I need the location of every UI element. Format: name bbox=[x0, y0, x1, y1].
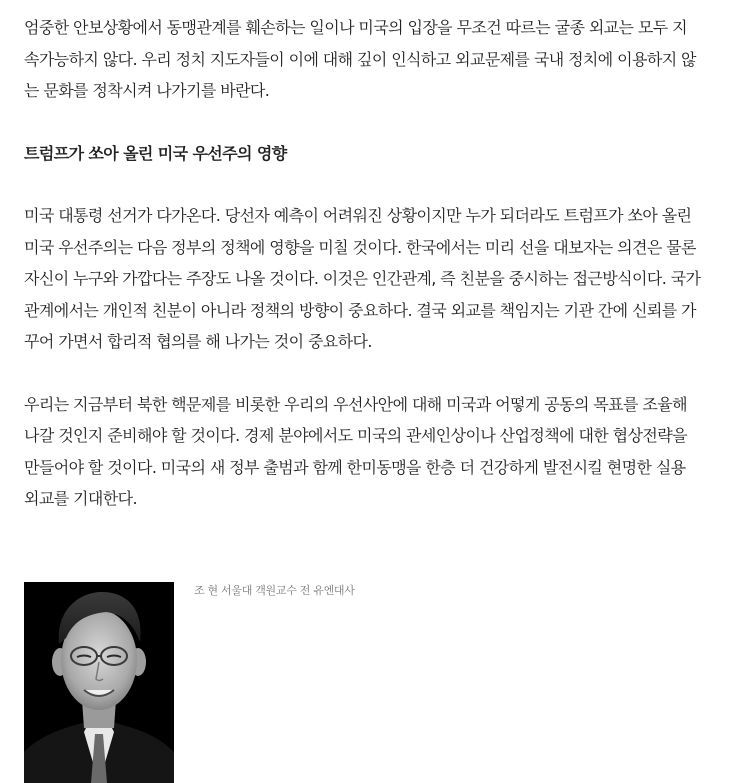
section-subheading: 트럼프가 쏘아 올린 미국 우선주의 영향 bbox=[24, 143, 287, 163]
paragraph-line: 우리는 지금부터 북한 핵문제를 비롯한 우리의 우선사안에 대해 미국과 어떻게 공동의 목표를 조율해 bbox=[24, 394, 687, 414]
paragraph-3 bbox=[24, 389, 724, 515]
paragraph-line: 자신이 누구와 가깝다는 주장도 나올 것이다. 이것은 인간관계, 즉 친분을 중시하는 접근방식이다. 국가 bbox=[24, 269, 701, 288]
article-body bbox=[24, 12, 724, 515]
paragraph-line: 는 문화를 정착시켜 나가기를 바란다. bbox=[24, 81, 270, 100]
paragraph-2 bbox=[24, 200, 724, 358]
author-photo bbox=[24, 582, 174, 783]
author-portrait-image bbox=[24, 582, 174, 783]
paragraph-line: 외교를 기대한다. bbox=[24, 489, 137, 508]
paragraph-line: 미국 대통령 선거가 다가온다. 당선자 예측이 어려워진 상황이지만 누가 되더라도 트럼프가 쏘아 올린 bbox=[24, 206, 692, 225]
paragraph-line: 엄중한 안보상황에서 동맹관계를 훼손하는 일이나 미국의 입장을 무조건 따르는 굴종 외교는 모두 지 bbox=[24, 18, 687, 37]
paragraph-line: 만들어야 할 것이다. 미국의 새 정부 출범과 함께 한미동맹을 한층 더 건강하게 발전시킬 현명한 실용 bbox=[24, 457, 686, 477]
paragraph-1 bbox=[24, 12, 724, 107]
author-box bbox=[24, 582, 724, 783]
paragraph-line: 관계에서는 개인적 친분이 아니라 정책의 방향이 중요하다. 결국 외교를 책임지는 기관 간에 신뢰를 가 bbox=[24, 300, 696, 320]
paragraph-line: 미국 우선주의는 다음 정부의 정책에 영향을 미칠 것이다. 한국에서는 미리 선을 대보자는 의견은 물론 bbox=[24, 237, 696, 257]
paragraph-line: 속가능하지 않다. 우리 정치 지도자들이 이에 대해 깊이 인식하고 외교문제를 국내 정치에 이용하지 않 bbox=[24, 49, 696, 69]
paragraph-line: 나갈 것인지 준비해야 할 것이다. 경제 분야에서도 미국의 관세인상이나 산업정책에 대한 협상전략을 bbox=[24, 426, 687, 445]
paragraph-line: 꾸어 가면서 합리적 협의를 해 나가는 것이 중요하다. bbox=[24, 332, 372, 351]
author-byline: 조 현 서울대 객원교수 전 유엔대사 bbox=[194, 584, 355, 597]
